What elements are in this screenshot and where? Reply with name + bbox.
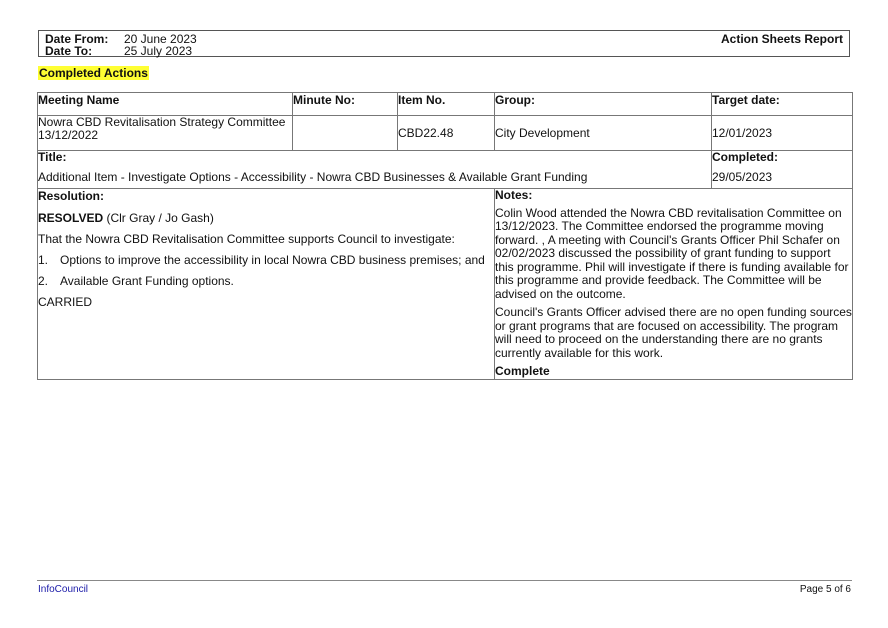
completed-value: 29/05/2023 — [712, 170, 773, 184]
notes-paragraph-2: Council's Grants Officer advised there are no open funding sources or grant programs that are focused on accessibility. The program will need to proceed on the understanding there are no grants currently available for this work. — [495, 305, 852, 360]
meeting-name-cell — [38, 116, 293, 151]
report-header — [38, 30, 850, 57]
report-title: Action Sheets Report — [720, 32, 843, 46]
header-meeting-name: Meeting Name — [38, 93, 293, 116]
notes-status: Complete — [495, 364, 550, 378]
header-target-date: Target date: — [712, 93, 853, 116]
meeting-name: Nowra CBD Revitalisation Strategy Committee — [38, 115, 286, 129]
resolution-notes-row — [38, 189, 853, 380]
resolved-keyword: RESOLVED — [38, 211, 104, 225]
meeting-date: 13/12/2022 — [38, 128, 99, 142]
item-1-text: Options to improve the accessibility in local Nowra CBD business premises; and — [60, 253, 485, 267]
notes-cell — [495, 189, 853, 380]
footer-divider — [37, 580, 852, 581]
table-header-row — [38, 93, 853, 116]
item-2-text: Available Grant Funding options. — [60, 274, 234, 288]
title-label: Title: — [38, 150, 67, 164]
completed-label: Completed: — [712, 150, 778, 164]
resolution-label: Resolution: — [38, 189, 104, 203]
action-table — [37, 92, 853, 380]
date-from-label: Date From: — [45, 32, 109, 46]
resolved-movers: (Clr Gray / Jo Gash) — [103, 211, 214, 225]
group-cell: City Development — [495, 116, 712, 151]
header-group: Group: — [495, 93, 712, 116]
section-title: Completed Actions — [39, 66, 148, 80]
item-no-cell: CBD22.48 — [398, 116, 495, 151]
item-2-number: 2. — [38, 274, 49, 288]
resolution-cell — [38, 189, 495, 380]
resolved-line — [38, 211, 494, 225]
resolution-item-1 — [38, 253, 494, 267]
header-minute-no: Minute No: — [293, 93, 398, 116]
minute-no-cell — [293, 116, 398, 151]
item-1-number: 1. — [38, 253, 49, 267]
table-row — [38, 116, 853, 151]
date-to-label: Date To: — [45, 44, 93, 58]
page-number: Page 5 of 6 — [799, 584, 851, 595]
title-value: Additional Item - Investigate Options - Accessibility - Nowra CBD Businesses & Available Grant Funding — [38, 170, 588, 184]
notes-label: Notes: — [495, 188, 533, 202]
resolution-item-2 — [38, 274, 494, 288]
notes-paragraph-1: Colin Wood attended the Nowra CBD revitalisation Committee on 13/12/2023. The Committee endorsed the programme moving forward. , A meeting with Council's Grants Officer Phil Schafer on 02/02/2023 discussed the possibility of grant funding to support this programme. Phil will investigate if there is funding available for this programme and provide feedback. The Committee will be advised on the outcome. — [495, 205, 849, 301]
target-date-cell: 12/01/2023 — [712, 116, 853, 151]
title-cell — [38, 151, 712, 189]
header-item-no: Item No. — [398, 93, 495, 116]
resolution-outcome: CARRIED — [38, 295, 93, 309]
title-row — [38, 151, 853, 189]
completed-cell — [712, 151, 853, 189]
resolution-intro: That the Nowra CBD Revitalisation Committee supports Council to investigate: — [38, 232, 455, 246]
footer-brand: InfoCouncil — [38, 584, 89, 595]
date-from-value: 20 June 2023 — [124, 32, 197, 46]
date-to-value: 25 July 2023 — [124, 44, 193, 58]
